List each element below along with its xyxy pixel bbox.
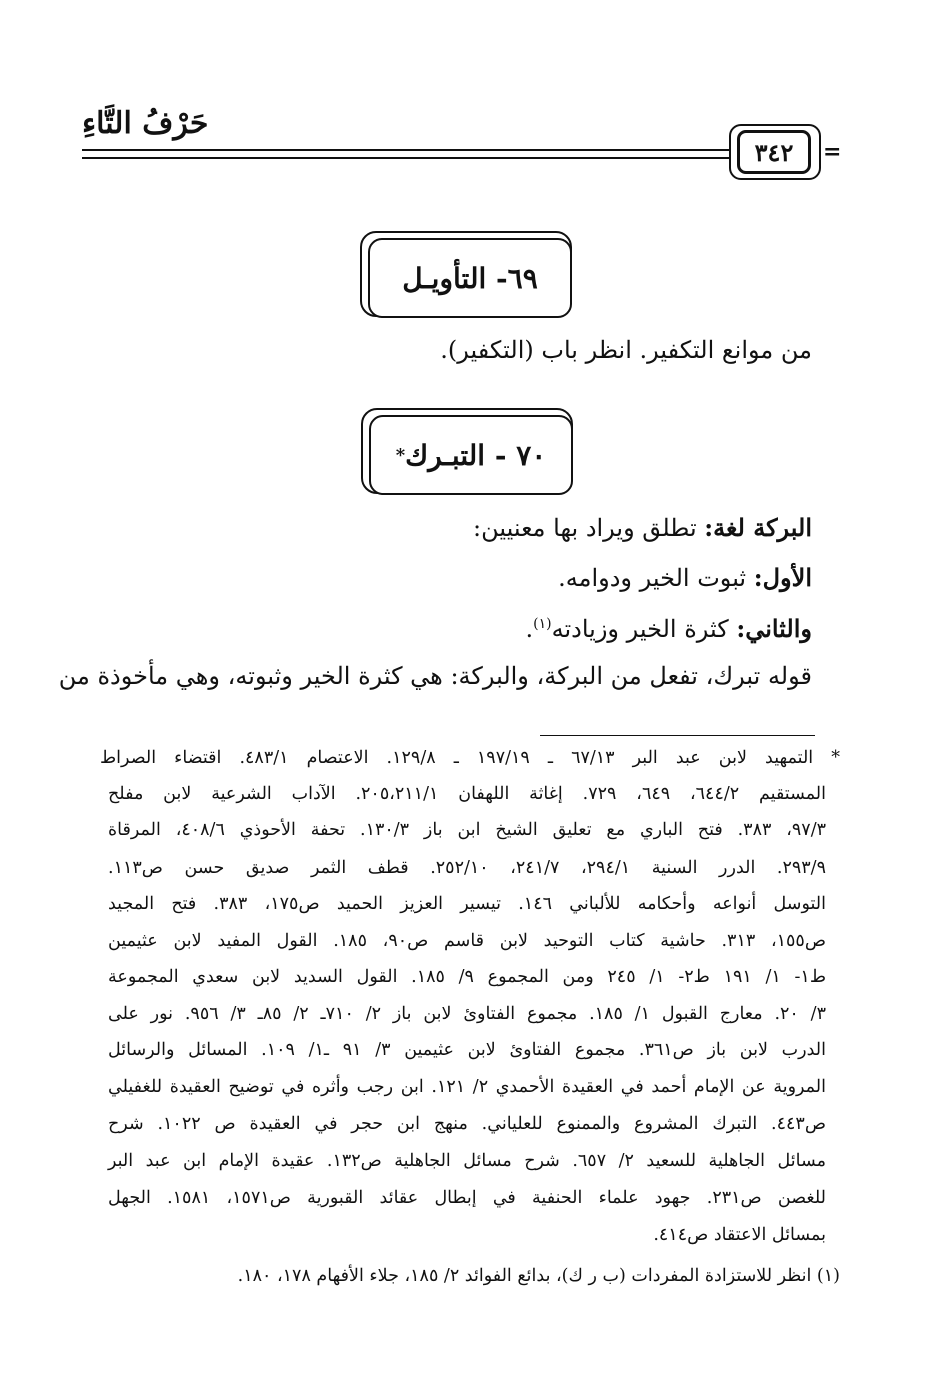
header-rule-top: [82, 149, 729, 151]
footnote-line: * التمهيد لابن عبد البر ٦٧/١٣ ـ ١٩٧/١٩ ـ ١٢٩/٨. الاعتصام ٤٨٣/١. اقتضاء الصراط: [100, 748, 840, 768]
footnote-line: المروية عن الإمام أحمد في العقيدة الأحمدي ٢/ ١٢١. ابن رجب وأثره في توضيح العقيدة للغفيلي: [108, 1077, 826, 1097]
section-70-heading-text: ٧٠ - التبـرك: [405, 438, 547, 472]
section-69-heading: [368, 238, 572, 318]
term-label: والثاني:: [736, 614, 812, 643]
page-number: ٣٤٢: [737, 130, 811, 174]
body-text: كثرة الخير وزيادته: [551, 615, 737, 643]
footnote-line: التوسل أنواعه وأحكامه للألباني ١٤٦. تيسير العزيز الحميد ص١٧٥، ٣٨٣. فتح المجيد: [108, 894, 826, 914]
footnote-line: ٩٧/٣، ٣٨٣. فتح الباري مع تعليق الشيخ ابن باز ١٣٠/٣. تحفة الأحوذي ٤٠٨/٦، المرقاة: [108, 820, 826, 840]
footnote-1: (١) انظر للاستزادة المفردات (ب ر ك)، بدائع الفوائد ٢/ ١٨٥، جلاء الأفهام ١٧٨، ١٨٠.: [237, 1266, 840, 1286]
body-line-2: [558, 563, 812, 592]
term-label: البركة لغة:: [704, 513, 812, 542]
footnote-line: بمسائل الاعتقاد ص٤١٤.: [653, 1225, 826, 1245]
section-70-heading: [369, 415, 573, 495]
section-69-text: من موانع التكفير. انظر باب (التكفير).: [440, 336, 812, 364]
chapter-title: حَرْفُ التَّاءِ: [82, 106, 209, 141]
footnote-line: المستقيم ٦٤٤/٢، ٦٤٩، ٧٢٩. إغاثة اللهفان ٢٠٥،٢١١/١. الآداب الشرعية لابن مفلح: [108, 784, 826, 804]
footnote-line: الدرب لابن باز ص٣٦١. مجموع الفتاوئ لابن عثيمين ٣/ ٩١ ـ١/ ١٠٩. المسائل والرسائل: [108, 1040, 826, 1060]
header-side-mark: =: [823, 139, 842, 165]
footnote-line: مسائل الجاهلية للسعيد ٢/ ٦٥٧. شرح مسائل الجاهلية ص١٣٢. عقيدة الإمام ابن عبد البر: [108, 1151, 826, 1171]
body-text: ثبوت الخير ودوامه.: [558, 564, 754, 592]
body-line-1: [473, 513, 812, 542]
body-text: تطلق ويراد بها معنيين:: [472, 514, 705, 542]
footnote-line: ط١- ١/ ١٩١ ط٢- ١/ ٢٤٥ ومن المجموع ٩/ ١٨٥. القول السديد لابن سعدي المجموعة: [108, 967, 826, 987]
footnote-line: ص١٥٥، ٣١٣. حاشية كتاب التوحيد لابن قاسم ص٩٠، ١٨٥. القول المفيد لابن عثيمين: [108, 931, 826, 951]
term-label: الأول:: [753, 563, 812, 592]
section-69-heading-text: ٦٩- التأويـل: [402, 261, 538, 295]
section-70-star: *: [395, 444, 406, 466]
body-line-3: [525, 614, 812, 643]
footnote-line: ص٤٤٣. التبرك المشروع والممنوع للعلياني. منهج ابن حجر في العقيدة ص ١٠٢٢. شرح: [108, 1114, 826, 1134]
footnote-separator: [540, 735, 815, 736]
footnote-line: للغصن ص٢٣١. جهود علماء الحنفية في إبطال عقائد القبورية ص١٥٧١، ١٥٨١. الجهل: [108, 1188, 826, 1208]
header-rule-bottom: [82, 157, 729, 159]
footnote-line: ٢٩٣/٩. الدرر السنية ٢٩٤/١، ٢٤١/٧، ٢٥٢/١٠. قطف الثمر صديق حسن ص١١٣.: [108, 858, 826, 878]
body-line-4: قوله تبرك، تفعل من البركة، والبركة: هي كثرة الخير وثبوته، وهي مأخوذة من: [58, 662, 812, 690]
footnote-ref[interactable]: (١): [533, 616, 552, 632]
body-text-end: .: [525, 615, 534, 643]
footnote-line: ٣/ ٢٠. معارج القبول ١/ ١٨٥. مجموع الفتاوئ لابن باز ٢/ ٧١٠ـ ٢/ ٨٥ـ ٣/ ٩٥٦. نور على: [108, 1004, 826, 1024]
